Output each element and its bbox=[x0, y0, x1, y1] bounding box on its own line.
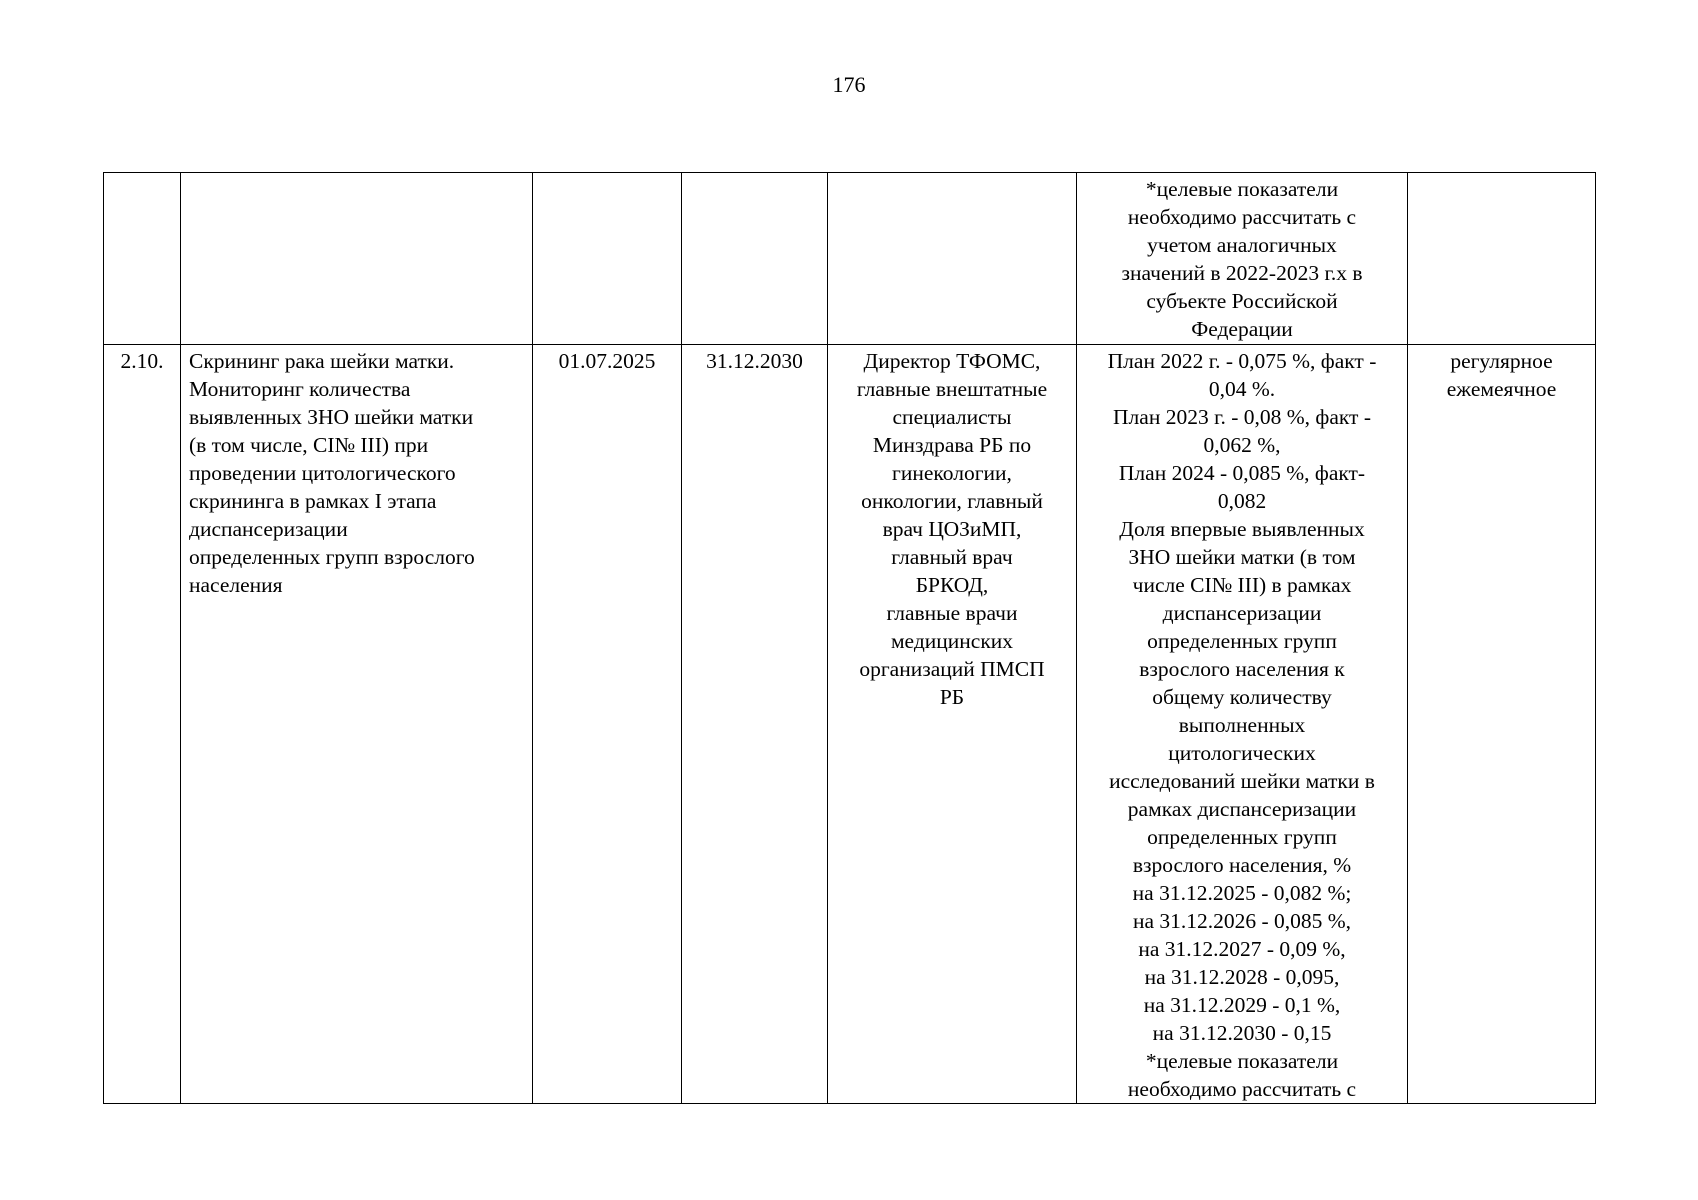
cell-text-line: цитологических bbox=[1168, 741, 1316, 765]
cell-text-line: врач ЦОЗиМП, bbox=[882, 517, 1022, 541]
cell-text-line: диспансеризации bbox=[1162, 601, 1322, 625]
cell-text-line: на 31.12.2025 - 0,082 %; bbox=[1132, 881, 1352, 905]
cell-text-line: *целевые показатели bbox=[1145, 1049, 1339, 1073]
cell-start-date: 01.07.2025 bbox=[533, 345, 682, 1104]
cell-text-line: общему количеству bbox=[1152, 685, 1332, 709]
cell-frequency bbox=[1408, 345, 1596, 1104]
cell-number: 2.10. bbox=[104, 345, 181, 1104]
cell-text-line: Доля впервые выявленных bbox=[1119, 517, 1365, 541]
cell-text-line: главный врач bbox=[891, 545, 1013, 569]
cell-text-line: на 31.12.2026 - 0,085 %, bbox=[1132, 909, 1352, 933]
cell-text-line: населения bbox=[189, 573, 283, 597]
cell-text-line: 0,062 %, bbox=[1203, 433, 1281, 457]
cell-start-date bbox=[533, 173, 682, 345]
cell-text-line: ЗНО шейки матки (в том bbox=[1128, 545, 1356, 569]
cell-text-line: главные врачи bbox=[886, 601, 1018, 625]
cell-text-line: взрослого населения, % bbox=[1132, 853, 1352, 877]
cell-text-line: на 31.12.2030 - 0,15 bbox=[1152, 1021, 1332, 1045]
cell-text-line: необходимо рассчитать с bbox=[1127, 205, 1357, 229]
cell-text-line: числе CI№ III) в рамках bbox=[1132, 573, 1352, 597]
cell-text-line: План 2022 г. - 0,075 %, факт - bbox=[1107, 349, 1377, 373]
cell-text-line: РБ bbox=[939, 685, 965, 709]
cell-text-line: *целевые показатели bbox=[1145, 177, 1339, 201]
cell-text-line: исследований шейки матки в bbox=[1109, 769, 1375, 793]
cell-text-line: скрининга в рамках I этапа bbox=[189, 489, 437, 513]
cell-text-line: определенных групп bbox=[1147, 825, 1337, 849]
cell-end-date bbox=[682, 173, 828, 345]
cell-text-line: на 31.12.2027 - 0,09 %, bbox=[1138, 937, 1346, 961]
cell-responsible bbox=[828, 345, 1077, 1104]
cell-text-line: проведении цитологического bbox=[189, 461, 456, 485]
cell-text-line: План 2024 - 0,085 %, факт- bbox=[1118, 461, 1366, 485]
cell-text-line: определенных групп взрослого bbox=[189, 545, 475, 569]
cell-text-line: учетом аналогичных bbox=[1147, 233, 1337, 257]
cell-text-line: главные внештатные bbox=[856, 377, 1048, 401]
cell-text-line: Скрининг рака шейки матки. bbox=[189, 349, 455, 373]
cell-text-line: Минздрава РБ по bbox=[872, 433, 1032, 457]
cell-text-line: рамках диспансеризации bbox=[1127, 797, 1357, 821]
cell-text-line: значений в 2022-2023 г.х в bbox=[1121, 261, 1363, 285]
cell-responsible bbox=[828, 173, 1077, 345]
cell-text-line: онкологии, главный bbox=[861, 489, 1043, 513]
cell-text-line: субъекте Российской bbox=[1146, 289, 1338, 313]
cell-text-line: ежемеячное bbox=[1446, 377, 1557, 401]
cell-text-line: на 31.12.2028 - 0,095, bbox=[1144, 965, 1340, 989]
cell-text-line: диспансеризации bbox=[189, 517, 348, 541]
cell-text-line: гинекологии, bbox=[892, 461, 1012, 485]
cell-text-line: взрослого населения к bbox=[1139, 657, 1345, 681]
cell-text-line: на 31.12.2029 - 0,1 %, bbox=[1143, 993, 1341, 1017]
measures-table bbox=[103, 172, 1596, 1104]
cell-text-line: (в том числе, CI№ III) при bbox=[189, 433, 429, 457]
cell-text-line: выявленных ЗНО шейки матки bbox=[189, 405, 474, 429]
cell-text-line: специалисты bbox=[892, 405, 1012, 429]
table-row bbox=[104, 173, 1596, 345]
cell-text-line: 0,082 bbox=[1217, 489, 1267, 513]
cell-text-line: медицинских bbox=[890, 629, 1014, 653]
cell-measure-name bbox=[181, 345, 533, 1104]
cell-text-line: необходимо рассчитать с bbox=[1127, 1077, 1357, 1101]
cell-text-line: 0,04 %. bbox=[1208, 377, 1276, 401]
cell-text-line: Директор ТФОМС, bbox=[863, 349, 1041, 373]
cell-indicators bbox=[1077, 173, 1408, 345]
cell-frequency bbox=[1408, 173, 1596, 345]
cell-text-line: организаций ПМСП bbox=[859, 657, 1045, 681]
cell-text-line: План 2023 г. - 0,08 %, факт - bbox=[1113, 405, 1371, 429]
cell-indicators bbox=[1077, 345, 1408, 1104]
cell-text-line: регулярное bbox=[1450, 349, 1553, 373]
cell-text-line: Федерации bbox=[1191, 317, 1293, 341]
cell-number bbox=[104, 173, 181, 345]
cell-text-line: выполненных bbox=[1178, 713, 1306, 737]
cell-text-line: БРКОД, bbox=[915, 573, 989, 597]
cell-measure-name bbox=[181, 173, 533, 345]
cell-text-line: Мониторинг количества bbox=[189, 377, 411, 401]
cell-text-line: определенных групп bbox=[1147, 629, 1337, 653]
table-row bbox=[104, 345, 1596, 1104]
cell-end-date: 31.12.2030 bbox=[682, 345, 828, 1104]
page-number: 176 bbox=[832, 72, 866, 97]
